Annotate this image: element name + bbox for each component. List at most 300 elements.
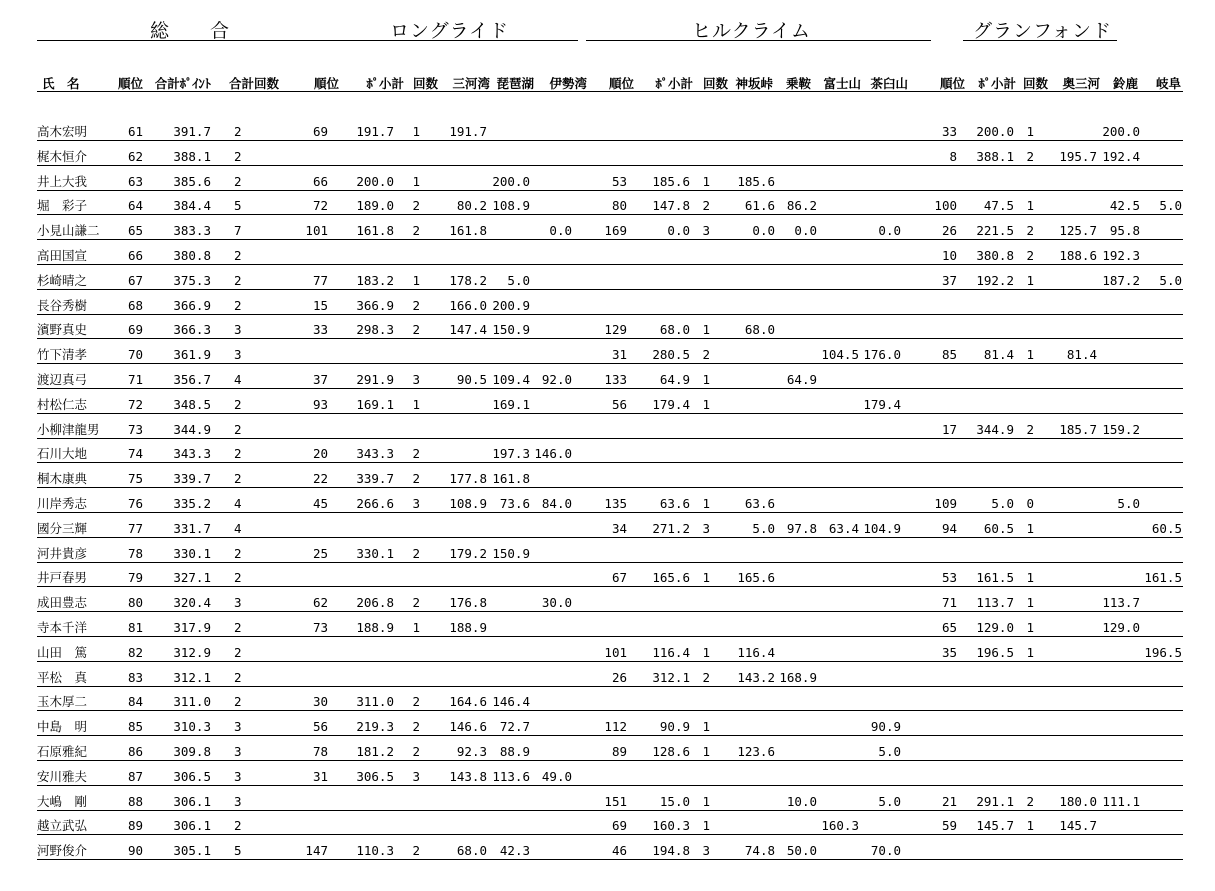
cell-hc-chausu: 176.0 xyxy=(863,347,901,363)
cell-name: 安川雅夫 xyxy=(37,768,88,784)
cell-total-points: 384.4 xyxy=(173,198,211,214)
cell-gf-count: 1 xyxy=(1026,520,1034,536)
cell-hc-rank: 169 xyxy=(604,223,627,239)
cell-gf-okumikawa: 185.7 xyxy=(1059,421,1097,437)
cell-hc-sub: 64.9 xyxy=(659,372,690,387)
column-header-lr-count: 回数 xyxy=(412,76,438,91)
cell-rank: 78 xyxy=(127,545,143,561)
cell-gf-suzuka: 95.8 xyxy=(1109,223,1140,239)
table-row xyxy=(0,497,1215,522)
cell-gf-gifu: 161.5 xyxy=(1144,570,1182,586)
cell-gf-suzuka: 113.7 xyxy=(1102,595,1140,611)
cell-gf-count: 2 xyxy=(1026,223,1034,239)
row-divider xyxy=(37,165,1183,166)
column-header-lr-mikawawan: 三河湾 xyxy=(452,76,490,91)
cell-gf-sub: 200.0 xyxy=(976,124,1014,139)
cell-total-count: 3 xyxy=(234,719,242,735)
cell-name: 川岸秀志 xyxy=(37,496,88,511)
cell-lr-count: 2 xyxy=(412,545,420,561)
cell-gf-count: 0 xyxy=(1026,496,1034,511)
cell-hc-count: 1 xyxy=(702,644,710,660)
cell-gf-sub: 221.5 xyxy=(976,223,1014,239)
table-row xyxy=(0,423,1215,448)
cell-lr-isewan: 92.0 xyxy=(541,372,572,387)
cell-rank: 90 xyxy=(127,843,143,859)
row-divider xyxy=(37,537,1183,538)
cell-rank: 72 xyxy=(127,396,143,412)
table-row xyxy=(0,646,1215,671)
cell-name: 小柳津龍男 xyxy=(37,421,100,437)
cell-gf-rank: 109 xyxy=(934,496,957,511)
cell-gf-suzuka: 129.0 xyxy=(1102,620,1140,635)
column-header-hc-chausu: 茶臼山 xyxy=(870,76,908,91)
cell-lr-count: 1 xyxy=(412,272,420,288)
cell-total-points: 311.0 xyxy=(173,694,211,710)
cell-hc-rank: 67 xyxy=(611,570,627,586)
cell-gf-sub: 47.5 xyxy=(983,198,1014,214)
cell-lr-sub: 161.8 xyxy=(356,223,394,239)
cell-lr-count: 2 xyxy=(412,694,420,710)
cell-rank: 77 xyxy=(127,520,143,536)
cell-rank: 75 xyxy=(127,471,143,487)
cell-gf-rank: 21 xyxy=(941,793,957,809)
table-row xyxy=(0,795,1215,820)
row-divider xyxy=(37,611,1183,612)
cell-gf-count: 1 xyxy=(1026,620,1034,635)
cell-rank: 84 xyxy=(127,694,143,710)
row-divider xyxy=(37,314,1183,315)
cell-hc-fuji: 104.5 xyxy=(821,347,859,363)
cell-total-count: 4 xyxy=(234,372,242,387)
table-row xyxy=(0,224,1215,249)
cell-total-points: 327.1 xyxy=(173,570,211,586)
row-divider xyxy=(37,760,1183,761)
table-row xyxy=(0,671,1215,696)
cell-total-points: 348.5 xyxy=(173,396,211,412)
cell-hc-sub: 179.4 xyxy=(652,396,690,412)
cell-hc-count: 1 xyxy=(702,744,710,759)
cell-hc-sub: 90.9 xyxy=(659,719,690,735)
cell-rank: 68 xyxy=(127,297,143,313)
cell-gf-sub: 145.7 xyxy=(976,818,1014,834)
cell-lr-isewan: 0.0 xyxy=(549,223,572,239)
cell-gf-rank: 26 xyxy=(941,223,957,239)
cell-lr-sub: 188.9 xyxy=(356,620,394,635)
column-header-gf-count: 回数 xyxy=(1022,76,1048,91)
cell-total-points: 306.5 xyxy=(173,768,211,784)
cell-rank: 67 xyxy=(127,272,143,288)
cell-rank: 79 xyxy=(127,570,143,586)
cell-total-points: 312.1 xyxy=(173,669,211,685)
cell-gf-sub: 81.4 xyxy=(983,347,1014,363)
cell-name: 村松仁志 xyxy=(37,396,88,412)
cell-rank: 81 xyxy=(127,620,143,635)
cell-lr-rank: 62 xyxy=(312,595,328,611)
cell-total-count: 2 xyxy=(234,669,242,685)
cell-lr-rank: 30 xyxy=(312,694,328,710)
column-header-hc-kamisaka: 神坂峠 xyxy=(735,76,773,91)
cell-gf-rank: 10 xyxy=(941,248,957,263)
cell-total-points: 320.4 xyxy=(173,595,211,611)
row-divider xyxy=(37,785,1183,786)
cell-name: 寺本千洋 xyxy=(37,620,88,635)
cell-hc-rank: 53 xyxy=(611,173,627,189)
cell-total-count: 3 xyxy=(234,768,242,784)
cell-name: 濱野真史 xyxy=(37,322,88,338)
cell-hc-count: 1 xyxy=(702,372,710,387)
cell-gf-sub: 291.1 xyxy=(976,793,1014,809)
cell-gf-rank: 94 xyxy=(941,520,957,536)
cell-lr-isewan: 146.0 xyxy=(534,446,572,462)
cell-rank: 76 xyxy=(127,496,143,511)
cell-total-count: 2 xyxy=(234,297,242,313)
cell-hc-count: 1 xyxy=(702,793,710,809)
column-header-gf-rank: 順位 xyxy=(939,76,965,91)
cell-total-count: 2 xyxy=(234,446,242,462)
cell-gf-rank: 33 xyxy=(941,124,957,139)
cell-total-points: 361.9 xyxy=(173,347,211,363)
cell-lr-count: 2 xyxy=(412,719,420,735)
cell-name: 平松 真 xyxy=(37,669,88,685)
row-divider xyxy=(37,810,1183,811)
column-header-gf-gifu: 岐阜 xyxy=(1155,76,1181,91)
cell-lr-sub: 189.0 xyxy=(356,198,394,214)
cell-gf-sub: 192.2 xyxy=(976,272,1014,288)
row-divider xyxy=(37,661,1183,662)
cell-lr-biwako: 73.6 xyxy=(499,496,530,511)
cell-hc-count: 2 xyxy=(702,347,710,363)
cell-rank: 62 xyxy=(127,148,143,164)
cell-lr-count: 2 xyxy=(412,595,420,611)
cell-lr-count: 2 xyxy=(412,223,420,239)
cell-name: 竹下清孝 xyxy=(37,347,88,363)
cell-gf-sub: 5.0 xyxy=(991,496,1014,511)
cell-hc-fuji: 160.3 xyxy=(821,818,859,834)
cell-lr-count: 1 xyxy=(412,124,420,139)
cell-lr-rank: 77 xyxy=(312,272,328,288)
cell-lr-biwako: 88.9 xyxy=(499,744,530,759)
row-divider xyxy=(37,686,1183,687)
cell-gf-sub: 196.5 xyxy=(976,644,1014,660)
cell-hc-norikura: 168.9 xyxy=(779,669,817,685)
title-rule-middle xyxy=(586,40,931,41)
cell-lr-rank: 45 xyxy=(312,496,328,511)
cell-total-count: 2 xyxy=(234,818,242,834)
cell-total-points: 306.1 xyxy=(173,793,211,809)
column-header-hc-count: 回数 xyxy=(702,76,728,91)
cell-lr-isewan: 49.0 xyxy=(541,768,572,784)
cell-total-count: 5 xyxy=(234,198,242,214)
cell-total-count: 5 xyxy=(234,843,242,859)
cell-lr-isewan: 30.0 xyxy=(541,595,572,611)
cell-name: 成田豊志 xyxy=(37,595,88,611)
cell-gf-count: 1 xyxy=(1026,595,1034,611)
cell-name: 梶木恒介 xyxy=(37,148,88,164)
cell-lr-count: 3 xyxy=(412,496,420,511)
cell-gf-okumikawa: 81.4 xyxy=(1066,347,1097,363)
cell-name: 中島 明 xyxy=(37,719,88,735)
column-header-lr-rank: 順位 xyxy=(313,76,339,91)
cell-hc-sub: 165.6 xyxy=(652,570,690,586)
column-header-hc-rank: 順位 xyxy=(608,76,634,91)
cell-hc-sub: 312.1 xyxy=(652,669,690,685)
cell-lr-mikawawan: 90.5 xyxy=(456,372,487,387)
cell-lr-rank: 147 xyxy=(305,843,328,859)
cell-name: 河井貴彦 xyxy=(37,545,88,561)
cell-gf-gifu: 60.5 xyxy=(1151,520,1182,536)
cell-lr-sub: 181.2 xyxy=(356,744,394,759)
cell-gf-gifu: 196.5 xyxy=(1144,644,1182,660)
cell-total-count: 3 xyxy=(234,793,242,809)
cell-lr-mikawawan: 108.9 xyxy=(449,496,487,511)
cell-name: 小見山謙二 xyxy=(37,223,100,239)
cell-gf-rank: 65 xyxy=(941,620,957,635)
cell-name: 桐木康典 xyxy=(37,471,88,487)
cell-lr-rank: 72 xyxy=(312,198,328,214)
table-row xyxy=(0,274,1215,299)
cell-total-points: 309.8 xyxy=(173,744,211,759)
table-row xyxy=(0,373,1215,398)
cell-total-count: 2 xyxy=(234,272,242,288)
cell-hc-norikura: 86.2 xyxy=(786,198,817,214)
cell-total-count: 3 xyxy=(234,744,242,759)
cell-hc-count: 2 xyxy=(702,669,710,685)
cell-gf-okumikawa: 180.0 xyxy=(1059,793,1097,809)
cell-lr-mikawawan: 143.8 xyxy=(449,768,487,784)
cell-hc-sub: 68.0 xyxy=(659,322,690,338)
cell-lr-rank: 25 xyxy=(312,545,328,561)
cell-rank: 88 xyxy=(127,793,143,809)
cell-gf-count: 2 xyxy=(1026,248,1034,263)
cell-lr-sub: 311.0 xyxy=(356,694,394,710)
cell-rank: 82 xyxy=(127,644,143,660)
cell-gf-sub: 60.5 xyxy=(983,520,1014,536)
cell-total-count: 2 xyxy=(234,471,242,487)
cell-lr-sub: 306.5 xyxy=(356,768,394,784)
cell-gf-rank: 53 xyxy=(941,570,957,586)
cell-rank: 71 xyxy=(127,372,143,387)
cell-gf-count: 2 xyxy=(1026,148,1034,164)
cell-hc-sub: 147.8 xyxy=(652,198,690,214)
table-row xyxy=(0,299,1215,324)
cell-hc-count: 3 xyxy=(702,843,710,859)
cell-lr-mikawawan: 188.9 xyxy=(449,620,487,635)
cell-lr-count: 2 xyxy=(412,843,420,859)
cell-hc-chausu: 5.0 xyxy=(878,793,901,809)
cell-total-count: 2 xyxy=(234,421,242,437)
cell-rank: 61 xyxy=(127,124,143,139)
cell-lr-mikawawan: 80.2 xyxy=(456,198,487,214)
cell-gf-count: 2 xyxy=(1026,421,1034,437)
cell-hc-kamisaka: 123.6 xyxy=(737,744,775,759)
cell-lr-count: 2 xyxy=(412,446,420,462)
cell-hc-count: 1 xyxy=(702,496,710,511)
cell-lr-rank: 66 xyxy=(312,173,328,189)
cell-hc-chausu: 70.0 xyxy=(870,843,901,859)
cell-hc-kamisaka: 68.0 xyxy=(744,322,775,338)
title-rule-right xyxy=(963,40,1117,41)
cell-hc-sub: 15.0 xyxy=(659,793,690,809)
column-header-name: 氏 名 xyxy=(42,76,80,91)
cell-lr-biwako: 72.7 xyxy=(499,719,530,735)
cell-hc-count: 1 xyxy=(702,818,710,834)
cell-hc-rank: 133 xyxy=(604,372,627,387)
cell-total-points: 344.9 xyxy=(173,421,211,437)
cell-hc-count: 1 xyxy=(702,570,710,586)
cell-hc-sub: 116.4 xyxy=(652,644,690,660)
cell-gf-rank: 71 xyxy=(941,595,957,611)
header-rule xyxy=(37,91,1183,92)
cell-rank: 80 xyxy=(127,595,143,611)
cell-hc-norikura: 50.0 xyxy=(786,843,817,859)
cell-lr-count: 2 xyxy=(412,471,420,487)
table-row xyxy=(0,720,1215,745)
cell-gf-count: 1 xyxy=(1026,272,1034,288)
cell-gf-rank: 8 xyxy=(949,148,957,164)
cell-hc-norikura: 64.9 xyxy=(786,372,817,387)
cell-total-points: 339.7 xyxy=(173,471,211,487)
cell-gf-sub: 388.1 xyxy=(976,148,1014,164)
cell-lr-biwako: 197.3 xyxy=(492,446,530,462)
cell-hc-sub: 271.2 xyxy=(652,520,690,536)
cell-lr-biwako: 146.4 xyxy=(492,694,530,710)
cell-total-count: 2 xyxy=(234,173,242,189)
table-row xyxy=(0,472,1215,497)
cell-lr-rank: 20 xyxy=(312,446,328,462)
row-divider xyxy=(37,438,1183,439)
column-header-gf-suzuka: 鈴鹿 xyxy=(1112,76,1138,91)
cell-hc-chausu: 5.0 xyxy=(878,744,901,759)
cell-total-count: 3 xyxy=(234,347,242,363)
cell-total-points: 306.1 xyxy=(173,818,211,834)
cell-gf-sub: 129.0 xyxy=(976,620,1014,635)
cell-total-points: 380.8 xyxy=(173,248,211,263)
cell-hc-kamisaka: 116.4 xyxy=(737,644,775,660)
cell-hc-rank: 69 xyxy=(611,818,627,834)
row-divider xyxy=(37,388,1183,389)
cell-name: 玉木厚二 xyxy=(37,694,88,710)
cell-lr-sub: 206.8 xyxy=(356,595,394,611)
cell-hc-count: 3 xyxy=(702,223,710,239)
section-title-total: 総 合 xyxy=(150,20,231,42)
title-rule-left xyxy=(37,40,578,41)
cell-rank: 83 xyxy=(127,669,143,685)
cell-gf-rank: 35 xyxy=(941,644,957,660)
column-header-lr-biwako: 琵琶湖 xyxy=(496,76,534,91)
cell-total-points: 391.7 xyxy=(173,124,211,139)
cell-lr-sub: 366.9 xyxy=(356,297,394,313)
cell-hc-count: 1 xyxy=(702,322,710,338)
cell-hc-chausu: 0.0 xyxy=(878,223,901,239)
cell-gf-suzuka: 187.2 xyxy=(1102,272,1140,288)
cell-gf-count: 1 xyxy=(1026,570,1034,586)
cell-gf-gifu: 5.0 xyxy=(1159,198,1182,214)
cell-hc-norikura: 97.8 xyxy=(786,520,817,536)
row-divider xyxy=(37,289,1183,290)
cell-total-points: 335.2 xyxy=(173,496,211,511)
cell-lr-sub: 219.3 xyxy=(356,719,394,735)
cell-hc-rank: 135 xyxy=(604,496,627,511)
cell-lr-sub: 291.9 xyxy=(356,372,394,387)
cell-name: 高田国宣 xyxy=(37,248,88,263)
cell-total-points: 310.3 xyxy=(173,719,211,735)
cell-lr-rank: 69 xyxy=(312,124,328,139)
cell-hc-rank: 46 xyxy=(611,843,627,859)
cell-rank: 65 xyxy=(127,223,143,239)
cell-lr-sub: 110.3 xyxy=(356,843,394,859)
cell-rank: 66 xyxy=(127,248,143,263)
cell-name: 杉崎晴之 xyxy=(37,272,88,288)
cell-name: 井上大我 xyxy=(37,173,88,189)
cell-lr-sub: 339.7 xyxy=(356,471,394,487)
cell-total-count: 2 xyxy=(234,570,242,586)
column-header-hc-sub: ﾎﾟ小計 xyxy=(655,76,693,91)
table-row xyxy=(0,125,1215,150)
table-row xyxy=(0,844,1215,869)
cell-hc-rank: 56 xyxy=(611,396,627,412)
cell-hc-rank: 101 xyxy=(604,644,627,660)
column-header-hc-norikura: 乗鞍 xyxy=(785,76,811,91)
cell-lr-rank: 22 xyxy=(312,471,328,487)
cell-lr-rank: 33 xyxy=(312,322,328,338)
cell-lr-isewan: 84.0 xyxy=(541,496,572,511)
cell-hc-count: 3 xyxy=(702,520,710,536)
table-row xyxy=(0,770,1215,795)
table-row xyxy=(0,571,1215,596)
row-divider xyxy=(37,487,1183,488)
cell-lr-mikawawan: 164.6 xyxy=(449,694,487,710)
cell-gf-suzuka: 5.0 xyxy=(1117,496,1140,511)
cell-hc-rank: 80 xyxy=(611,198,627,214)
section-title-gran-fondo: グランフォンド xyxy=(973,20,1113,42)
row-divider xyxy=(37,586,1183,587)
cell-hc-rank: 34 xyxy=(611,520,627,536)
cell-gf-okumikawa: 145.7 xyxy=(1059,818,1097,834)
cell-gf-count: 1 xyxy=(1026,198,1034,214)
cell-rank: 70 xyxy=(127,347,143,363)
cell-gf-sub: 344.9 xyxy=(976,421,1014,437)
row-divider xyxy=(37,735,1183,736)
cell-gf-rank: 17 xyxy=(941,421,957,437)
cell-total-count: 2 xyxy=(234,248,242,263)
cell-hc-rank: 151 xyxy=(604,793,627,809)
cell-total-points: 366.9 xyxy=(173,297,211,313)
cell-hc-sub: 160.3 xyxy=(652,818,690,834)
cell-hc-kamisaka: 185.6 xyxy=(737,173,775,189)
cell-lr-count: 3 xyxy=(412,768,420,784)
cell-total-count: 2 xyxy=(234,148,242,164)
cell-hc-norikura: 0.0 xyxy=(794,223,817,239)
cell-hc-rank: 26 xyxy=(611,669,627,685)
cell-total-points: 356.7 xyxy=(173,372,211,387)
cell-hc-rank: 31 xyxy=(611,347,627,363)
table-row xyxy=(0,522,1215,547)
cell-lr-biwako: 150.9 xyxy=(492,322,530,338)
cell-lr-mikawawan: 176.8 xyxy=(449,595,487,611)
row-divider xyxy=(37,562,1183,563)
cell-hc-sub: 0.0 xyxy=(667,223,690,239)
cell-total-count: 2 xyxy=(234,124,242,139)
cell-hc-count: 2 xyxy=(702,198,710,214)
section-title-long-ride: ロングライド xyxy=(390,20,510,42)
cell-gf-suzuka: 192.3 xyxy=(1102,248,1140,263)
cell-total-count: 2 xyxy=(234,644,242,660)
cell-lr-sub: 191.7 xyxy=(356,124,394,139)
cell-name: 高木宏明 xyxy=(37,124,88,139)
cell-total-count: 2 xyxy=(234,620,242,635)
cell-rank: 86 xyxy=(127,744,143,759)
cell-gf-count: 2 xyxy=(1026,793,1034,809)
